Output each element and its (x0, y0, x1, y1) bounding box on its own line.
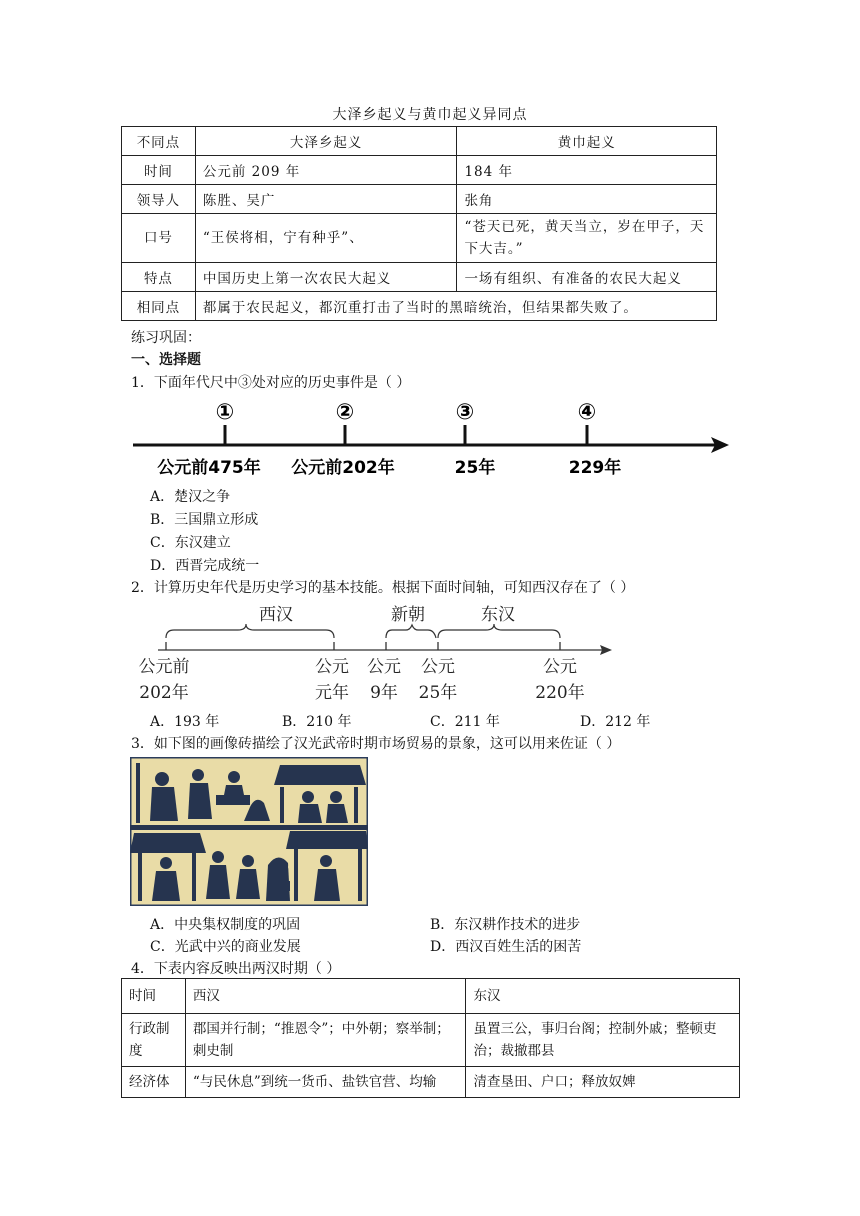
table-row (122, 263, 717, 292)
row-label: 时间 (122, 156, 196, 185)
timeline-label: 公元前475年 (157, 458, 261, 478)
table-header-row (122, 979, 740, 1014)
brick-relief-image (130, 757, 368, 906)
table-cell: 184 年 (457, 156, 717, 185)
q3-option-c[interactable]: C．光武中兴的商业发展 (150, 939, 301, 955)
tick-label-top: 公元 (543, 657, 577, 677)
q2-timeline (128, 600, 628, 708)
table-cell: 一场有组织、有准备的农民大起义 (457, 263, 717, 292)
q3-option-a[interactable]: A．中央集权制度的巩固 (150, 917, 301, 933)
tick-label-top: 公元前 (138, 657, 190, 677)
section-heading: 一、选择题 (131, 352, 201, 368)
timeline-marker: ④ (577, 400, 597, 425)
practice-heading: 练习巩固： (131, 330, 201, 346)
table-header-row (122, 127, 717, 156)
timeline-marker: ① (215, 400, 235, 425)
table-row (122, 1067, 740, 1098)
row-label: 经济体 (122, 1067, 186, 1098)
q2-option-a[interactable]: A．193 年 (150, 714, 220, 730)
header-cell: 大泽乡起义 (195, 127, 457, 156)
table-cell: 虽置三公，事归台阁；控制外戚；整顿吏治；裁撤郡县 (466, 1014, 740, 1067)
q3-option-b[interactable]: B．东汉耕作技术的进步 (430, 917, 581, 933)
table-row (122, 214, 717, 263)
timeline-label: 229年 (568, 458, 622, 478)
table-cell: 清查垦田、户口；释放奴婢 (466, 1067, 740, 1098)
q1-option-b[interactable]: B．三国鼎立形成 (150, 512, 259, 528)
table-row (122, 292, 717, 321)
tick-label-bottom: 9年 (370, 683, 398, 703)
row-label: 相同点 (122, 292, 196, 321)
question-3-stem: 3．如下图的画像砖描绘了汉光武帝时期市场贸易的景象，这可以用来佐证（ ） (131, 736, 621, 752)
q1-timeline (125, 395, 740, 485)
question-2-stem: 2．计算历史年代是历史学习的基本技能。根据下面时间轴，可知西汉存在了（ ） (131, 580, 635, 596)
table-cell: “王侯将相，宁有种乎”、 (195, 214, 457, 263)
row-label: 领导人 (122, 185, 196, 214)
tick-label-bottom: 202年 (139, 683, 189, 703)
question-4-stem: 4．下表内容反映出两汉时期（ ） (131, 961, 341, 977)
q2-option-b[interactable]: B．210 年 (282, 714, 352, 730)
row-label: 特点 (122, 263, 196, 292)
row-label: 行政制度 (122, 1014, 186, 1067)
row-label: 口号 (122, 214, 196, 263)
timeline-marker: ③ (455, 400, 475, 425)
tick-label-top: 公元 (315, 657, 349, 677)
table-cell: 公元前 209 年 (195, 156, 457, 185)
table-row (122, 1014, 740, 1067)
brace-donghan (438, 624, 560, 638)
q2-option-c[interactable]: C．211 年 (430, 714, 500, 730)
table-cell: “苍天已死，黄天当立，岁在甲子，天下大吉。” (457, 214, 717, 263)
han-dynasty-table (121, 978, 740, 1098)
q2-option-d[interactable]: D．212 年 (580, 714, 651, 730)
table-row (122, 185, 717, 214)
table-cell: 郡国并行制；“推恩令”；中外朝；察举制；刺史制 (185, 1014, 466, 1067)
table-row (122, 156, 717, 185)
period-label: 新朝 (391, 605, 425, 625)
header-cell: 西汉 (185, 979, 466, 1014)
timeline-marker: ② (335, 400, 355, 425)
table-cell: 张角 (457, 185, 717, 214)
q1-option-c[interactable]: C．东汉建立 (150, 535, 231, 551)
brace-xinchao (386, 625, 436, 638)
tick-label-top: 公元 (421, 657, 455, 677)
timeline-label: 公元前202年 (291, 458, 395, 478)
q1-option-d[interactable]: D．西晋完成统一 (150, 558, 260, 574)
tick-label-bottom: 220年 (535, 683, 585, 703)
q1-option-a[interactable]: A．楚汉之争 (150, 489, 231, 505)
header-cell: 时间 (122, 979, 186, 1014)
header-cell: 东汉 (466, 979, 740, 1014)
timeline-label: 25年 (454, 458, 496, 478)
table-cell: “与民休息”到统一货币、盐铁官营、均输 (185, 1067, 466, 1098)
table-title: 大泽乡起义与黄巾起义异同点 (332, 107, 528, 123)
table-cell: 都属于农民起义，都沉重打击了当时的黑暗统治，但结果都失败了。 (195, 292, 716, 321)
header-cell: 黄巾起义 (457, 127, 717, 156)
period-label: 东汉 (481, 605, 515, 625)
tick-label-bottom: 元年 (315, 683, 349, 703)
header-cell: 不同点 (122, 127, 196, 156)
tick-label-top: 公元 (367, 657, 401, 677)
table-cell: 中国历史上第一次农民大起义 (195, 263, 457, 292)
tick-label-bottom: 25年 (418, 683, 458, 703)
table-cell: 陈胜、吴广 (195, 185, 457, 214)
brace-xihan (166, 624, 334, 638)
period-label: 西汉 (259, 605, 293, 625)
q3-option-d[interactable]: D．西汉百姓生活的困苦 (430, 939, 582, 955)
comparison-table (121, 126, 717, 321)
question-1-stem: 1．下面年代尺中③处对应的历史事件是（ ） (131, 375, 411, 391)
